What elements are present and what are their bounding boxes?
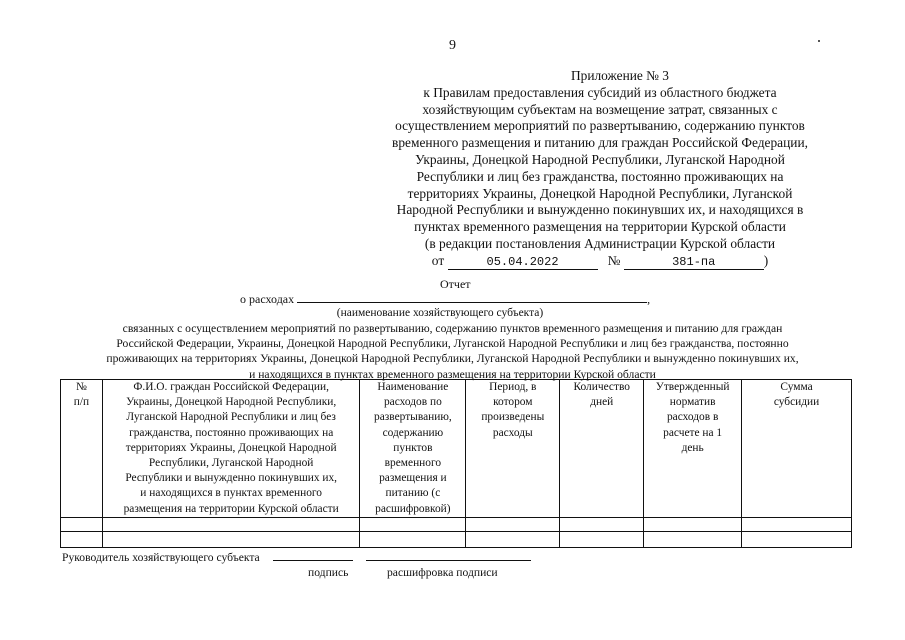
from-label: от — [431, 252, 445, 268]
table-cell[interactable] — [466, 517, 560, 531]
appendix-title: Приложение № 3 — [570, 68, 670, 83]
signature-line — [62, 550, 531, 564]
description-line: Российской Федерации, Украины, Донецкой Народной Республики, Луганской Народной Республики и лиц без гражданства, постоянно — [116, 337, 789, 351]
entity-name-blank[interactable] — [297, 292, 647, 303]
decode-caption: расшифровка подписи — [387, 566, 498, 579]
table-cell[interactable] — [644, 531, 742, 547]
table-cell[interactable] — [102, 517, 359, 531]
table-row — [61, 517, 852, 531]
sign-caption: подпись — [308, 566, 349, 579]
scan-speck — [818, 40, 820, 42]
table-cell[interactable] — [560, 531, 644, 547]
header-cell: Сумма субсидии — [742, 380, 852, 518]
table-cell[interactable] — [61, 531, 103, 547]
appendix-line: Украины, Донецкой Народной Республики, Луганской Народной — [415, 151, 785, 167]
header-cell: Количество дней — [560, 380, 644, 518]
resolution-number: 381-па — [624, 256, 764, 270]
report-title: Отчет — [440, 277, 471, 291]
appendix-line: (в редакции постановления Администрации Курской области — [424, 235, 776, 251]
header-cell: № п/п — [61, 380, 103, 518]
header-cell: Утвержденный норматив расходов в расчете на 1 день — [644, 380, 742, 518]
header-cell: Ф.И.О. граждан Российской Федерации, Украины, Донецкой Народной Республики, Луганской Народной Республики и лиц без гражданства, постоянно проживающих на территориях Украины, Донецкой Народной Республики, Луганской Народной Республики и вынужденно покинувших их, и находящихся в пунктах временного размещения на территории Курской области — [102, 380, 359, 518]
number-label: № — [607, 252, 621, 268]
appendix-header — [360, 68, 840, 270]
table-cell[interactable] — [560, 517, 644, 531]
table-cell[interactable] — [360, 517, 466, 531]
table-header-row — [61, 380, 852, 518]
appendix-line: осуществлением мероприятий по развертыванию, содержанию пунктов — [395, 118, 805, 134]
signature-blank[interactable] — [273, 550, 353, 561]
resolution-date: 05.04.2022 — [448, 256, 598, 270]
appendix-line: временного размещения и питанию для граждан Российской Федерации, — [392, 135, 808, 151]
signature-label: Руководитель хозяйствующего субъекта — [62, 551, 260, 564]
appendix-line: хозяйствующим субъектам на возмещение затрат, связанных с — [422, 101, 778, 117]
report-table — [60, 379, 852, 548]
resolution-reference — [360, 253, 840, 270]
header-cell: Наименование расходов по развертыванию, содержанию пунктов временного размещения и питанию (с расшифровкой) — [360, 380, 466, 518]
signature-decode-blank[interactable] — [366, 550, 531, 561]
description-line: связанных с осуществлением мероприятий по развертыванию, содержанию пунктов временного размещения и питанию для граждан — [122, 322, 783, 335]
table-cell[interactable] — [466, 531, 560, 547]
table-row — [61, 531, 852, 547]
header-cell: Период, в котором произведены расходы — [466, 380, 560, 518]
table-cell[interactable] — [360, 531, 466, 547]
appendix-line: пунктах временного размещения на территории Курской области — [414, 219, 786, 235]
appendix-line: к Правилам предоставления субсидий из областного бюджета — [423, 84, 777, 100]
table-cell[interactable] — [644, 517, 742, 531]
description-line: проживающих на территориях Украины, Донецкой Народной Республики, Луганской Народной Республики и вынужденно покинувших их, — [106, 352, 799, 366]
appendix-line: Народной Республики и вынужденно покинувших их, и находящихся в — [396, 202, 804, 218]
expenses-comma: , — [647, 292, 651, 306]
expenses-line — [240, 292, 650, 307]
description-line: и находящихся в пунктах временного размещения на территории Курской области — [249, 367, 656, 381]
page-number: 9 — [449, 38, 456, 53]
close-paren: ) — [763, 252, 769, 268]
table-cell[interactable] — [102, 531, 359, 547]
expenses-label: о расходах — [240, 292, 295, 306]
entity-caption: (наименование хозяйствующего субъекта) — [336, 307, 544, 319]
appendix-line: территориях Украины, Донецкой Народной Республики, Луганской — [407, 185, 793, 201]
table-cell[interactable] — [742, 531, 852, 547]
report-description — [40, 321, 865, 382]
table-cell[interactable] — [742, 517, 852, 531]
table-cell[interactable] — [61, 517, 103, 531]
appendix-line: Республики и лиц без гражданства, постоянно проживающих на — [416, 168, 784, 184]
